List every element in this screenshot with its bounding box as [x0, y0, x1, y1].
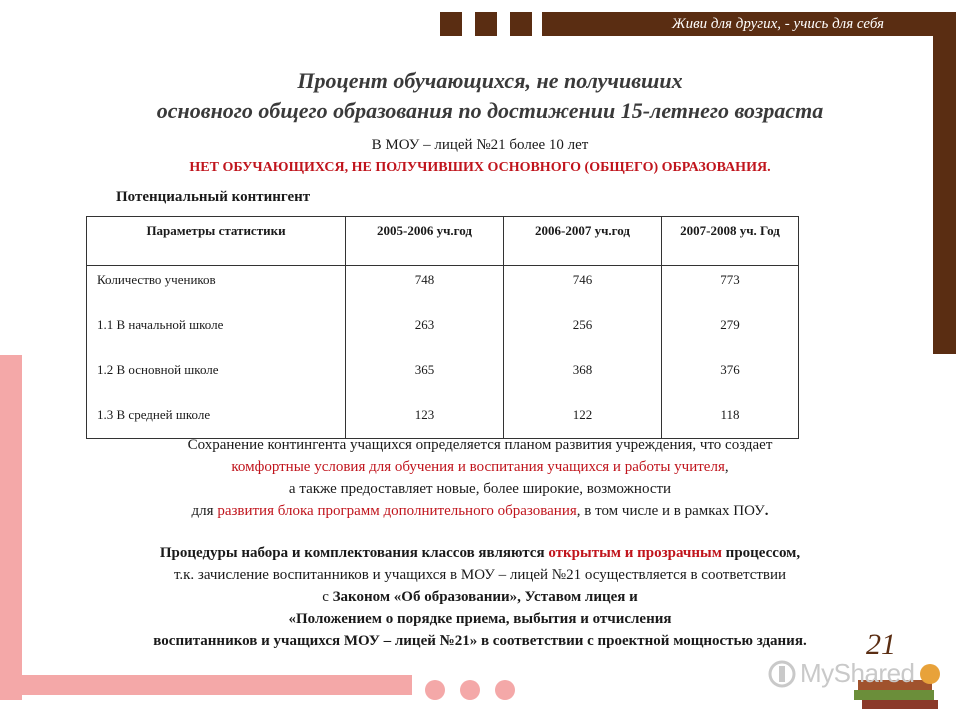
para2-line-3 — [40, 586, 920, 608]
header-cell: 2006-2007 уч.год — [504, 217, 662, 266]
para1-line-4-dot: . — [764, 503, 769, 519]
table-cell: 263 — [346, 311, 504, 356]
table-cell: 1.1 В начальной школе — [87, 311, 346, 356]
para2-line-4: «Положением о порядке приема, выбытия и отчисления — [288, 611, 672, 627]
table-cell: 773 — [662, 266, 799, 312]
para2-line-1-end: процессом, — [721, 545, 801, 561]
header-cell: Параметры статистики — [87, 217, 346, 266]
table-cell: 122 — [504, 401, 662, 439]
page-number: 21 — [866, 628, 896, 661]
para2-line-1-start: Процедуры набора и комплектования классов являются — [159, 545, 549, 561]
para1-highlight-programs: развития блока программ дополнительного образования — [217, 503, 577, 519]
table-cell: 118 — [662, 401, 799, 439]
para1-line-2 — [40, 456, 920, 478]
table-row — [87, 356, 799, 401]
header-cell: 2007-2008 уч. Год — [662, 217, 799, 266]
table-row — [87, 311, 799, 356]
table-cell: 1.2 В основной школе — [87, 356, 346, 401]
intro-line-2: НЕТ ОБУЧАЮЩИХСЯ, НЕ ПОЛУЧИВШИХ ОСНОВНОГО (ОБЩЕГО) ОБРАЗОВАНИЯ. — [189, 160, 771, 175]
decor-pink-bottom — [22, 675, 412, 695]
table-cell: 748 — [346, 266, 504, 312]
decor-dot-2 — [460, 680, 480, 700]
statistics-table — [86, 216, 799, 439]
table-cell: Количество учеников — [87, 266, 346, 312]
table-cell: 256 — [504, 311, 662, 356]
slide-title — [60, 66, 920, 126]
para2-line-5: воспитанников и учащихся МОУ – лицей №21» в соответствии с проектной мощностью здания. — [153, 633, 807, 649]
para2-line-3-start: с — [322, 589, 333, 605]
motto-banner: Живи для других, - учись для себя — [542, 12, 956, 36]
table-cell: 279 — [662, 311, 799, 356]
table-cell: 376 — [662, 356, 799, 401]
table-cell: 365 — [346, 356, 504, 401]
decor-pink-bar — [0, 355, 22, 700]
para2-line-2: т.к. зачисление воспитанников и учащихся в МОУ – лицей №21 осуществляется в соответствии — [173, 567, 787, 583]
table-caption: Потенциальный контингент — [116, 189, 311, 205]
para1-line-3: а также предоставляет новые, более широкие, возможности — [288, 481, 672, 497]
table-cell: 746 — [504, 266, 662, 312]
table-cell: 1.3 В средней школе — [87, 401, 346, 439]
decor-square-2 — [475, 12, 497, 36]
decor-square-3 — [510, 12, 532, 36]
table-cell: 123 — [346, 401, 504, 439]
para1-line-4 — [40, 500, 920, 522]
para1-line-1: Сохранение контингента учащихся определяется планом развития учреждения, что создает — [187, 437, 773, 453]
para1-line-4-start: для — [191, 503, 218, 519]
decor-square-1 — [440, 12, 462, 36]
table-cell: 368 — [504, 356, 662, 401]
para1-line-4-end: , в том числе и в рамках ПОУ — [576, 503, 765, 519]
para1-line-2-end: , — [724, 459, 729, 475]
decor-dot-3 — [495, 680, 515, 700]
title-line-1: Процент обучающихся, не получивших — [297, 68, 683, 93]
table-row — [87, 401, 799, 439]
para2-law-reference: Законом «Об образовании», Уставом лицея и — [332, 589, 638, 605]
watermark-text: MyShared — [800, 658, 915, 688]
paragraph-contingent — [40, 434, 920, 522]
myshared-logo-icon — [768, 660, 796, 688]
decor-right-bar — [933, 36, 956, 354]
title-line-2: основного общего образования по достижении 15-летнего возраста — [156, 98, 824, 123]
para2-highlight-open: открытым и прозрачным — [548, 545, 722, 561]
header-cell: 2005-2006 уч.год — [346, 217, 504, 266]
table-row — [87, 266, 799, 312]
para1-highlight-conditions: комфортные условия для обучения и воспитания учащихся и работы учителя — [231, 459, 725, 475]
paragraph-admission — [40, 542, 920, 652]
para2-line-1 — [40, 542, 920, 564]
decor-dot-1 — [425, 680, 445, 700]
table-header-row — [87, 217, 799, 266]
intro-line-1: В МОУ – лицей №21 более 10 лет — [371, 137, 589, 153]
